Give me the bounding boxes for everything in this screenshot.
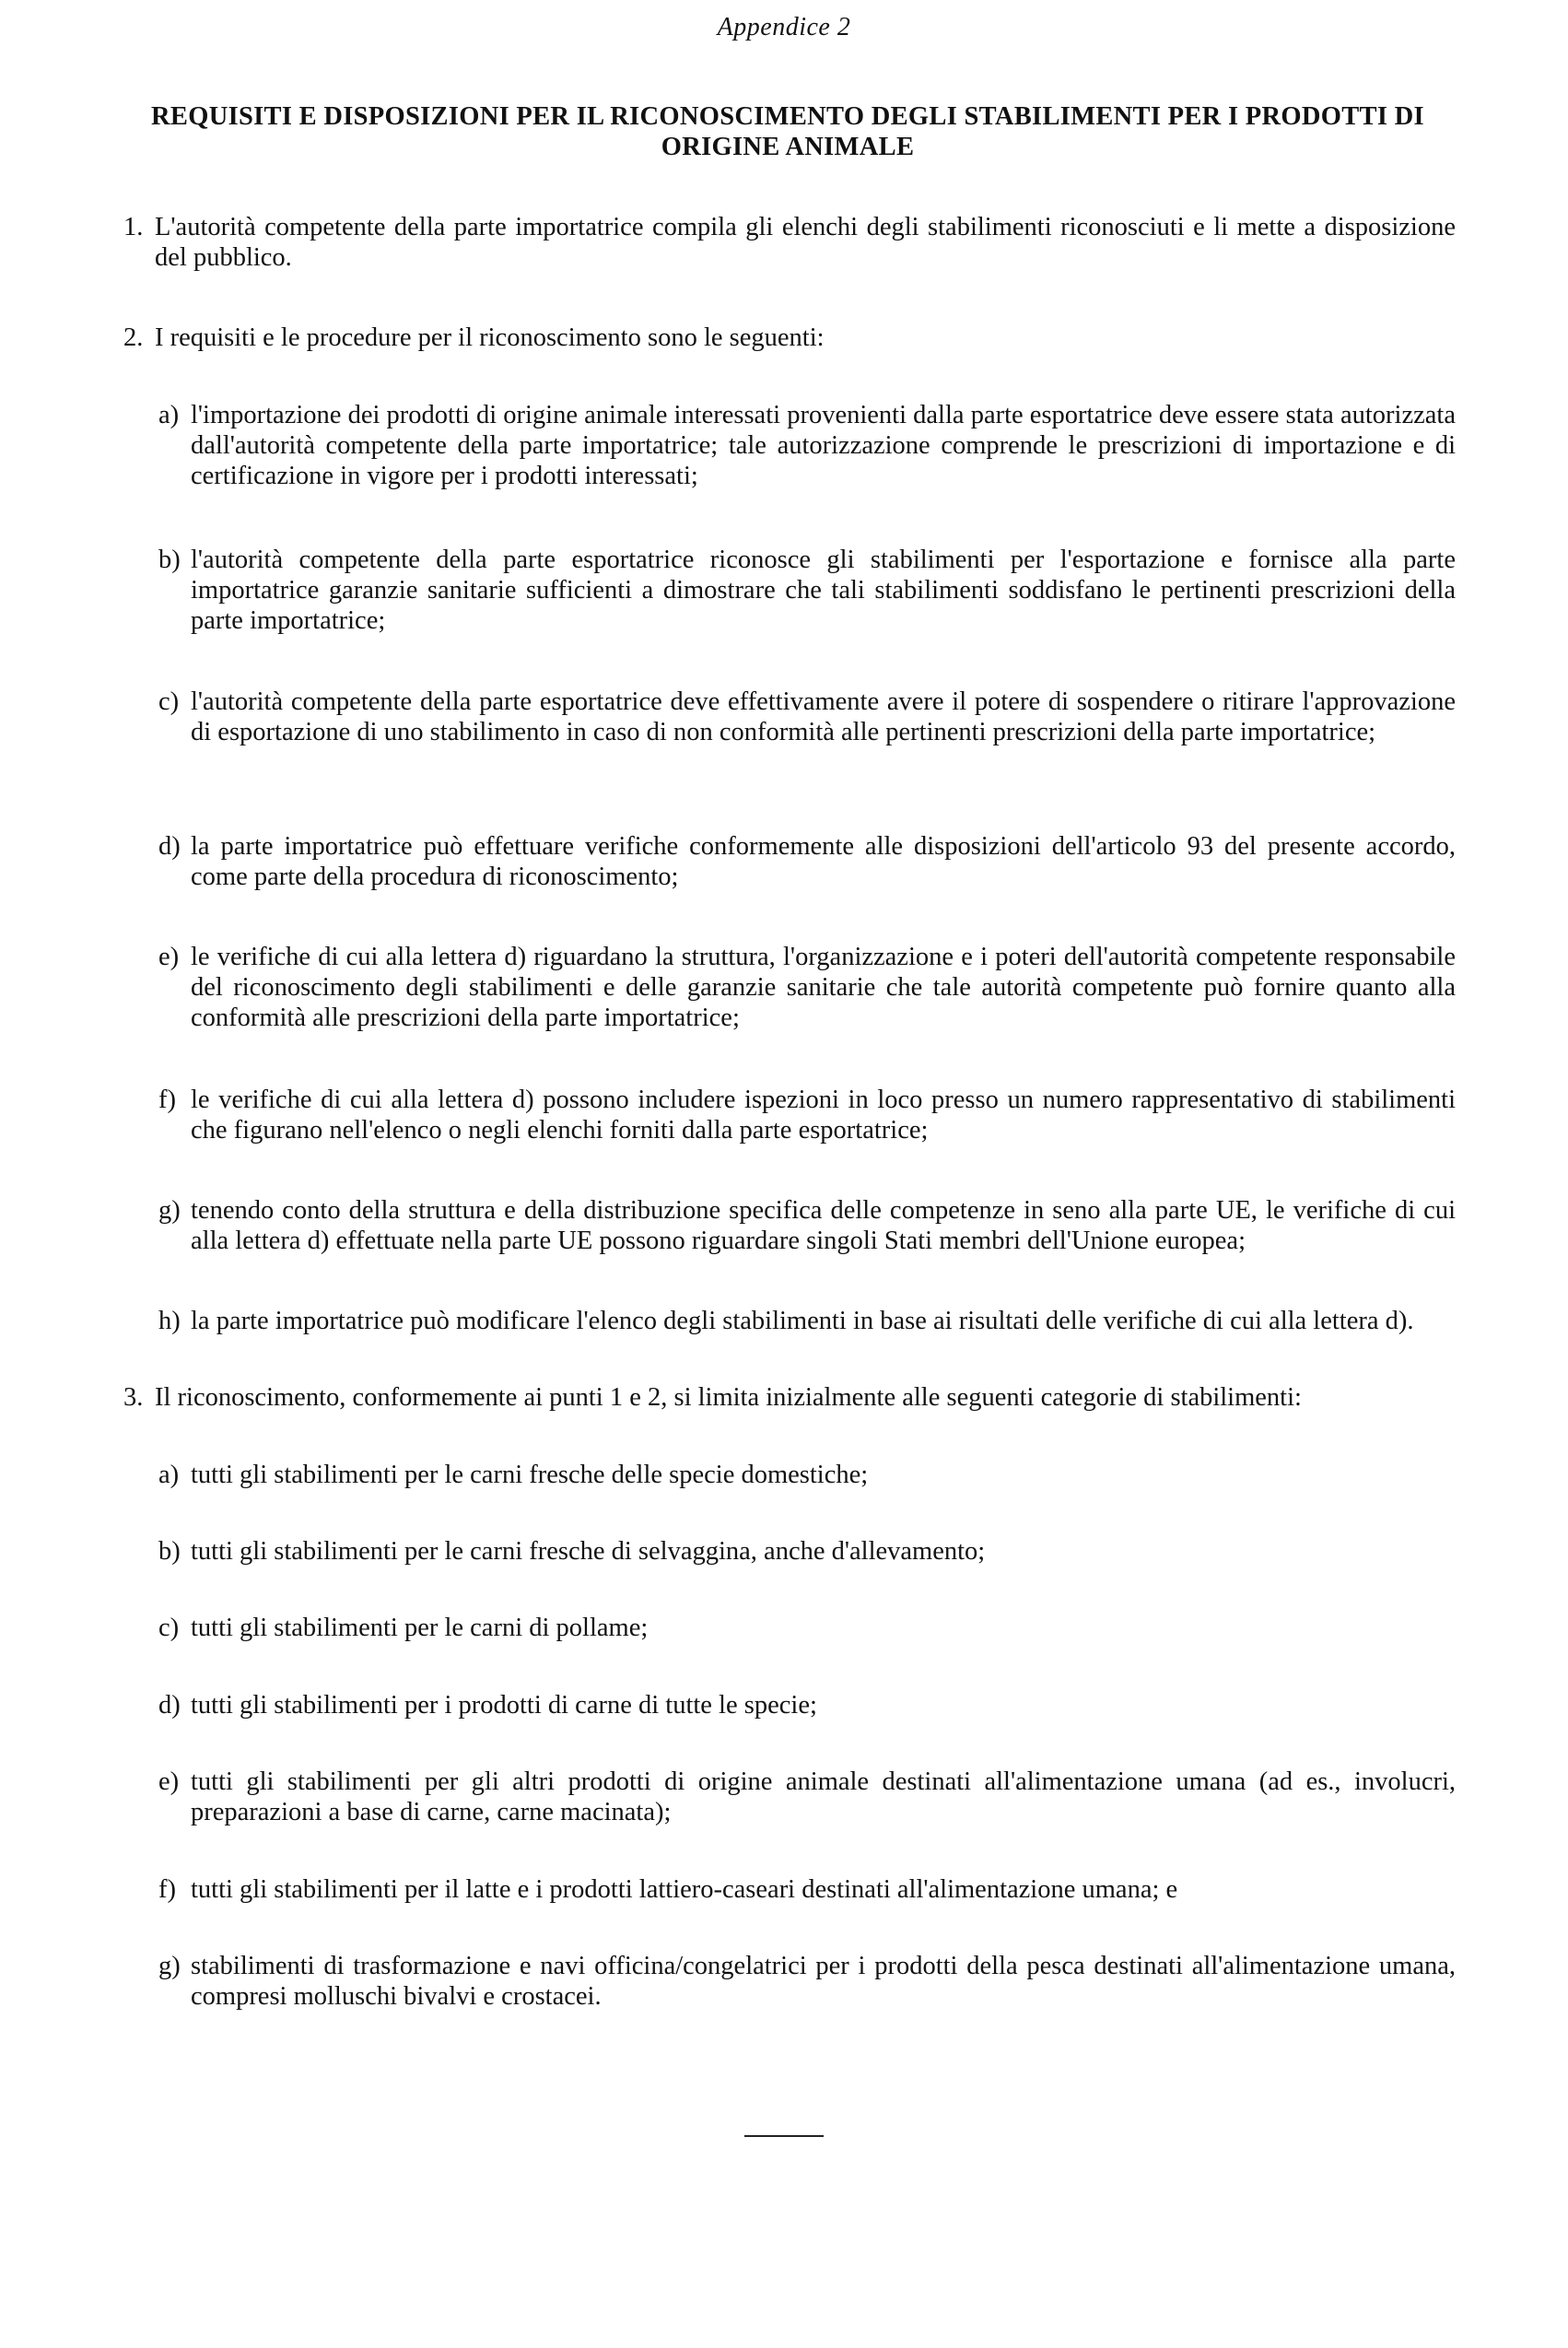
sub-paragraph-text: tutti gli stabilimenti per il latte e i prodotti lattiero-caseari destinati all'alimentazione umana; e (191, 1875, 1178, 1904)
sub-paragraph-text: le verifiche di cui alla lettera d) possono includere ispezioni in loco presso un numero rappresentativo di stabilimenti che figurano nell'elenco o negli elenchi forniti dalla parte esportatrice; (191, 1086, 1456, 1145)
paragraph-number: 3. (123, 1383, 144, 1412)
sub-paragraph-2g (158, 1195, 1456, 1256)
numbered-paragraph-1 (123, 212, 1456, 273)
sub-paragraph-letter: a) (158, 401, 180, 429)
sub-paragraph-letter: a) (158, 1461, 180, 1489)
sub-paragraph-letter: d) (158, 1691, 181, 1720)
sub-paragraph-text: tenendo conto della struttura e della distribuzione specifica delle competenze in seno alla parte UE, le verifiche di cui alla lettera d) effettuate nella parte UE possono riguardare singoli Stati membri dell'Unione europea; (191, 1196, 1456, 1255)
end-separator-line (744, 2135, 824, 2137)
sub-paragraph-3g (158, 1951, 1456, 2012)
sub-paragraph-text: le verifiche di cui alla lettera d) riguardano la struttura, l'organizzazione e i poteri dell'autorità competente responsabile del riconoscimento degli stabilimenti e delle garanzie sanitarie che tale autorità competente può fornire quanto alla conformità alle prescrizioni della parte importatrice; (191, 943, 1456, 1032)
paragraph-text: L'autorità competente della parte importatrice compila gli elenchi degli stabilimenti riconosciuti e li mette a disposizione del pubblico. (155, 213, 1456, 272)
sub-paragraph-2b (158, 545, 1456, 636)
sub-paragraph-2a (158, 400, 1456, 491)
sub-paragraph-3f (158, 1874, 1456, 1905)
sub-paragraph-text: l'autorità competente della parte esportatrice riconosce gli stabilimenti per l'esportazione e fornisce alla parte importatrice garanzie sanitarie sufficienti a dimostrare che tali stabilimenti soddisfano le pertinenti prescrizioni della parte importatrice; (191, 546, 1456, 635)
sub-paragraph-text: tutti gli stabilimenti per le carni fresche delle specie domestiche; (191, 1461, 869, 1489)
sub-paragraph-2c (158, 687, 1456, 747)
sub-paragraph-2e (158, 942, 1456, 1033)
sub-paragraph-3e (158, 1767, 1456, 1827)
sub-paragraph-letter: e) (158, 1767, 180, 1796)
sub-paragraph-2h (158, 1306, 1456, 1336)
sub-paragraph-2f (158, 1085, 1456, 1145)
numbered-paragraph-2 (123, 323, 1456, 353)
sub-paragraph-letter: d) (158, 832, 181, 861)
sub-paragraph-text: la parte importatrice può modificare l'elenco degli stabilimenti in base ai risultati delle verifiche di cui alla lettera d). (191, 1307, 1414, 1335)
sub-paragraph-2d (158, 831, 1456, 892)
sub-paragraph-letter: f) (158, 1875, 176, 1904)
sub-paragraph-text: tutti gli stabilimenti per gli altri prodotti di origine animale destinati all'alimentazione umana (ad es., involucri, preparazioni a base di carne, carne macinata); (191, 1767, 1456, 1826)
sub-paragraph-text: tutti gli stabilimenti per le carni di pollame; (191, 1614, 649, 1642)
sub-paragraph-text: l'autorità competente della parte esportatrice deve effettivamente avere il potere di sospendere o ritirare l'approvazione di esportazione di uno stabilimento in caso di non conformità alle pertinenti prescrizioni della parte importatrice; (191, 687, 1456, 746)
sub-paragraph-text: la parte importatrice può effettuare verifiche conformemente alle disposizioni dell'articolo 93 del presente accordo, come parte della procedura di riconoscimento; (191, 832, 1456, 891)
paragraph-number: 1. (123, 213, 144, 241)
sub-paragraph-letter: c) (158, 687, 180, 716)
paragraph-text: Il riconoscimento, conformemente ai punti 1 e 2, si limita inizialmente alle seguenti categorie di stabilimenti: (155, 1383, 1302, 1412)
sub-paragraph-letter: g) (158, 1952, 181, 1980)
sub-paragraph-letter: c) (158, 1614, 180, 1642)
sub-paragraph-text: stabilimenti di trasformazione e navi officina/congelatrici per i prodotti della pesca destinati all'alimentazione umana, compresi molluschi bivalvi e crostacei. (191, 1952, 1456, 2011)
paragraph-text: I requisiti e le procedure per il riconoscimento sono le seguenti: (155, 323, 825, 352)
sub-paragraph-letter: g) (158, 1196, 181, 1225)
sub-paragraph-text: tutti gli stabilimenti per i prodotti di carne di tutte le specie; (191, 1691, 817, 1720)
sub-paragraph-text: tutti gli stabilimenti per le carni fresche di selvaggina, anche d'allevamento; (191, 1537, 986, 1566)
sub-paragraph-3a (158, 1460, 1456, 1490)
appendix-header: Appendice 2 (717, 13, 851, 41)
sub-paragraph-3b (158, 1536, 1456, 1567)
numbered-paragraph-3 (123, 1382, 1456, 1413)
sub-paragraph-3d (158, 1690, 1456, 1720)
paragraph-number: 2. (123, 323, 144, 352)
sub-paragraph-letter: b) (158, 546, 181, 574)
sub-paragraph-letter: e) (158, 943, 180, 971)
document-title: REQUISITI E DISPOSIZIONI PER IL RICONOSCIMENTO DEGLI STABILIMENTI PER I PRODOTTI DI ORIGINE ANIMALE (151, 102, 1424, 161)
sub-paragraph-text: l'importazione dei prodotti di origine animale interessati provenienti dalla parte esportatrice deve essere stata autorizzata dall'autorità competente della parte importatrice; tale autorizzazione comprende le prescrizioni di importazione e di certificazione in vigore per i prodotti interessati; (191, 401, 1456, 490)
sub-paragraph-letter: b) (158, 1537, 181, 1566)
sub-paragraph-letter: h) (158, 1307, 181, 1335)
sub-paragraph-3c (158, 1613, 1456, 1643)
sub-paragraph-letter: f) (158, 1086, 176, 1114)
